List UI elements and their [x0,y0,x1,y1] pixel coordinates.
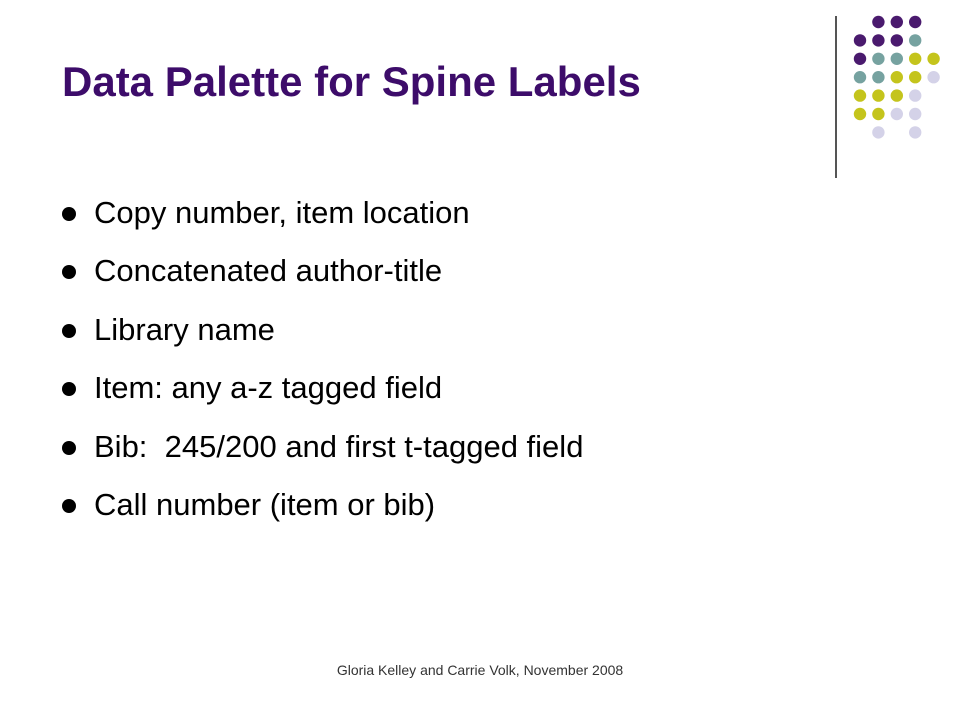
slide-footer: Gloria Kelley and Carrie Volk, November 2008 [336,662,624,678]
decorative-dot [927,71,939,83]
decorative-dot [909,71,921,83]
decorative-dot [909,108,921,120]
bullet-text: Concatenated author-title [94,253,443,289]
bullet-item-library-name [62,304,583,362]
bullet-dot-icon [62,324,76,338]
decorative-dot [891,34,903,46]
decorative-dot [872,53,884,65]
bullet-text: Item: any a-z tagged field [94,370,443,406]
bullet-text: Copy number, item location [94,195,470,230]
bullet-item-bib-field [62,421,583,479]
vertical-divider [835,16,837,178]
decorative-dot [891,53,903,65]
bullet-item-call-number [62,479,583,537]
decorative-dot [891,89,903,101]
decorative-dot [909,53,921,65]
bullet-list [62,187,583,537]
bullet-dot-icon [62,265,76,279]
decorative-dot [927,53,939,65]
bullet-item-item-field [62,362,583,420]
bullet-item-copy-number [62,187,583,245]
bullet-dot-icon [62,382,76,396]
decorative-dot [909,34,921,46]
bullet-dot-icon [62,499,76,513]
bullet-dot-icon [62,441,76,455]
decorative-dot [872,34,884,46]
decorative-dot [854,53,866,65]
decorative-dot [854,89,866,101]
bullet-text: Call number (item or bib) [94,486,436,522]
decorative-dot [872,126,884,138]
decorative-dot [891,108,903,120]
bullet-dot-icon [62,207,76,221]
bullet-item-author-title [62,245,583,303]
decorative-dot [891,16,903,28]
decorative-dot [854,71,866,83]
decorative-dot [872,108,884,120]
bullet-text: Library name [94,311,275,347]
decorative-dot [854,34,866,46]
decorative-dot [891,71,903,83]
decorative-dot [854,108,866,120]
decorative-dot [909,16,921,28]
decorative-dot [872,89,884,101]
decorative-dot [909,126,921,138]
decorative-dot [872,71,884,83]
bullet-text: Bib: 245/200 and first t-tagged field [94,428,584,464]
decorative-dot [872,16,884,28]
decorative-dot [909,89,921,101]
slide-title: Data Palette for Spine Labels [62,58,641,105]
